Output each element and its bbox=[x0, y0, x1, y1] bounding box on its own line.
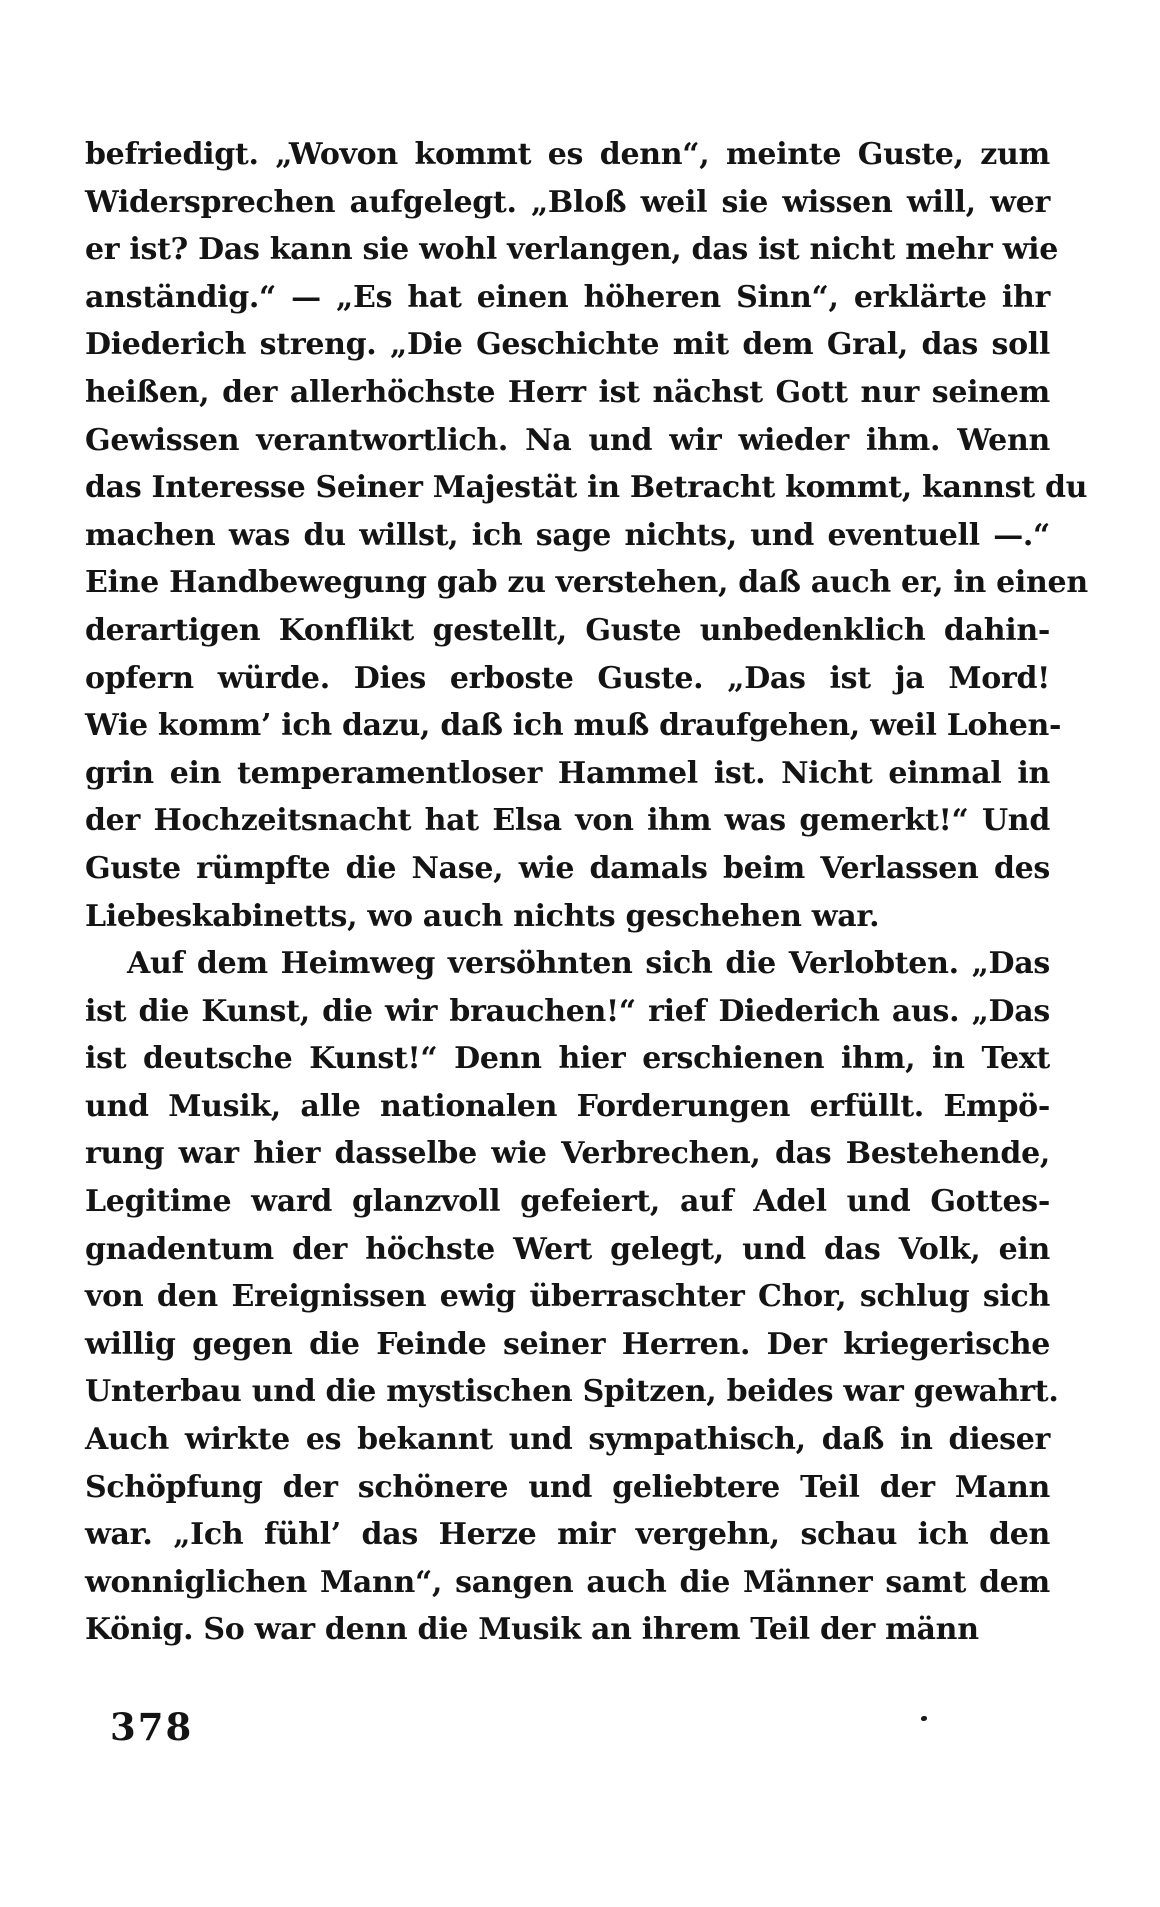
text-block bbox=[85, 131, 1088, 1654]
text-line: grin ein temperamentloser Hammel ist. Nicht einmal in bbox=[85, 755, 1050, 791]
text-line: Widersprechen aufgelegt. „Bloß weil sie wissen will, wer bbox=[85, 184, 1050, 220]
text-line: derartigen Konflikt gestellt, Guste unbedenklich dahin- bbox=[85, 612, 1050, 648]
text-line: Unterbau und die mystischen Spitzen, beides war gewahrt. bbox=[85, 1374, 1059, 1410]
text-line: gnadentum der höchste Wert gelegt, und das Volk, ein bbox=[85, 1231, 1050, 1267]
text-line: ist die Kunst, die wir brauchen!“ rief Diederich aus. „Das bbox=[85, 993, 1050, 1029]
text-line: er ist? Das kann sie wohl verlangen, das ist nicht mehr wie bbox=[85, 232, 1059, 268]
text-line: der Hochzeitsnacht hat Elsa von ihm was gemerkt!“ Und bbox=[85, 803, 1050, 839]
text-line: Auch wirkte es bekannt und sympathisch, daß in dieser bbox=[85, 1422, 1050, 1458]
text-line: rung war hier dasselbe wie Verbrechen, das Bestehende, bbox=[85, 1136, 1050, 1172]
page-number: 378 bbox=[110, 1705, 194, 1749]
text-line: ist deutsche Kunst!“ Denn hier erschienen ihm, in Text bbox=[85, 1041, 1050, 1077]
text-line: willig gegen die Feinde seiner Herren. Der kriegerische bbox=[85, 1326, 1050, 1362]
text-line: Eine Handbewegung gab zu verstehen, daß auch er, in einen bbox=[85, 565, 1088, 601]
text-line: anständig.“ — „Es hat einen höheren Sinn“, erklärte ihr bbox=[85, 279, 1050, 315]
text-line: wonniglichen Mann“, sangen auch die Männer samt dem bbox=[85, 1564, 1050, 1600]
text-line: machen was du willst, ich sage nichts, und eventuell —.“ bbox=[85, 517, 1050, 553]
text-line: opfern würde. Dies erboste Guste. „Das ist ja Mord! bbox=[85, 660, 1050, 696]
text-line: Guste rümpfte die Nase, wie damals beim Verlassen des bbox=[85, 850, 1050, 886]
text-line: Gewissen verantwortlich. Na und wir wieder ihm. Wenn bbox=[85, 422, 1050, 458]
text-line: das Interesse Seiner Majestät in Betracht kommt, kannst du bbox=[85, 470, 1088, 506]
text-line: heißen, der allerhöchste Herr ist nächst Gott nur seinem bbox=[85, 374, 1050, 410]
text-line: König. So war denn die Musik an ihrem Teil der männ bbox=[85, 1612, 979, 1648]
text-line: Wie komm’ ich dazu, daß ich muß draufgehen, weil Lohen- bbox=[85, 708, 1062, 744]
ink-speck bbox=[921, 1716, 927, 1721]
text-line: Schöpfung der schönere und geliebtere Teil der Mann bbox=[85, 1469, 1050, 1505]
text-line: Auf dem Heimweg versöhnten sich die Verlobten. „Das bbox=[127, 946, 1050, 982]
text-line: von den Ereignissen ewig überraschter Chor, schlug sich bbox=[85, 1279, 1050, 1315]
text-line: Diederich streng. „Die Geschichte mit dem Gral, das soll bbox=[85, 327, 1050, 363]
text-line: Legitime ward glanzvoll gefeiert, auf Adel und Gottes- bbox=[85, 1184, 1050, 1220]
text-line: war. „Ich fühl’ das Herze mir vergehn, schau ich den bbox=[85, 1517, 1050, 1553]
text-line: und Musik, alle nationalen Forderungen erfüllt. Empö- bbox=[85, 1088, 1050, 1124]
text-line: Liebeskabinetts, wo auch nichts geschehen war. bbox=[85, 898, 880, 934]
text-line: befriedigt. „Wovon kommt es denn“, meinte Guste, zum bbox=[85, 137, 1050, 172]
